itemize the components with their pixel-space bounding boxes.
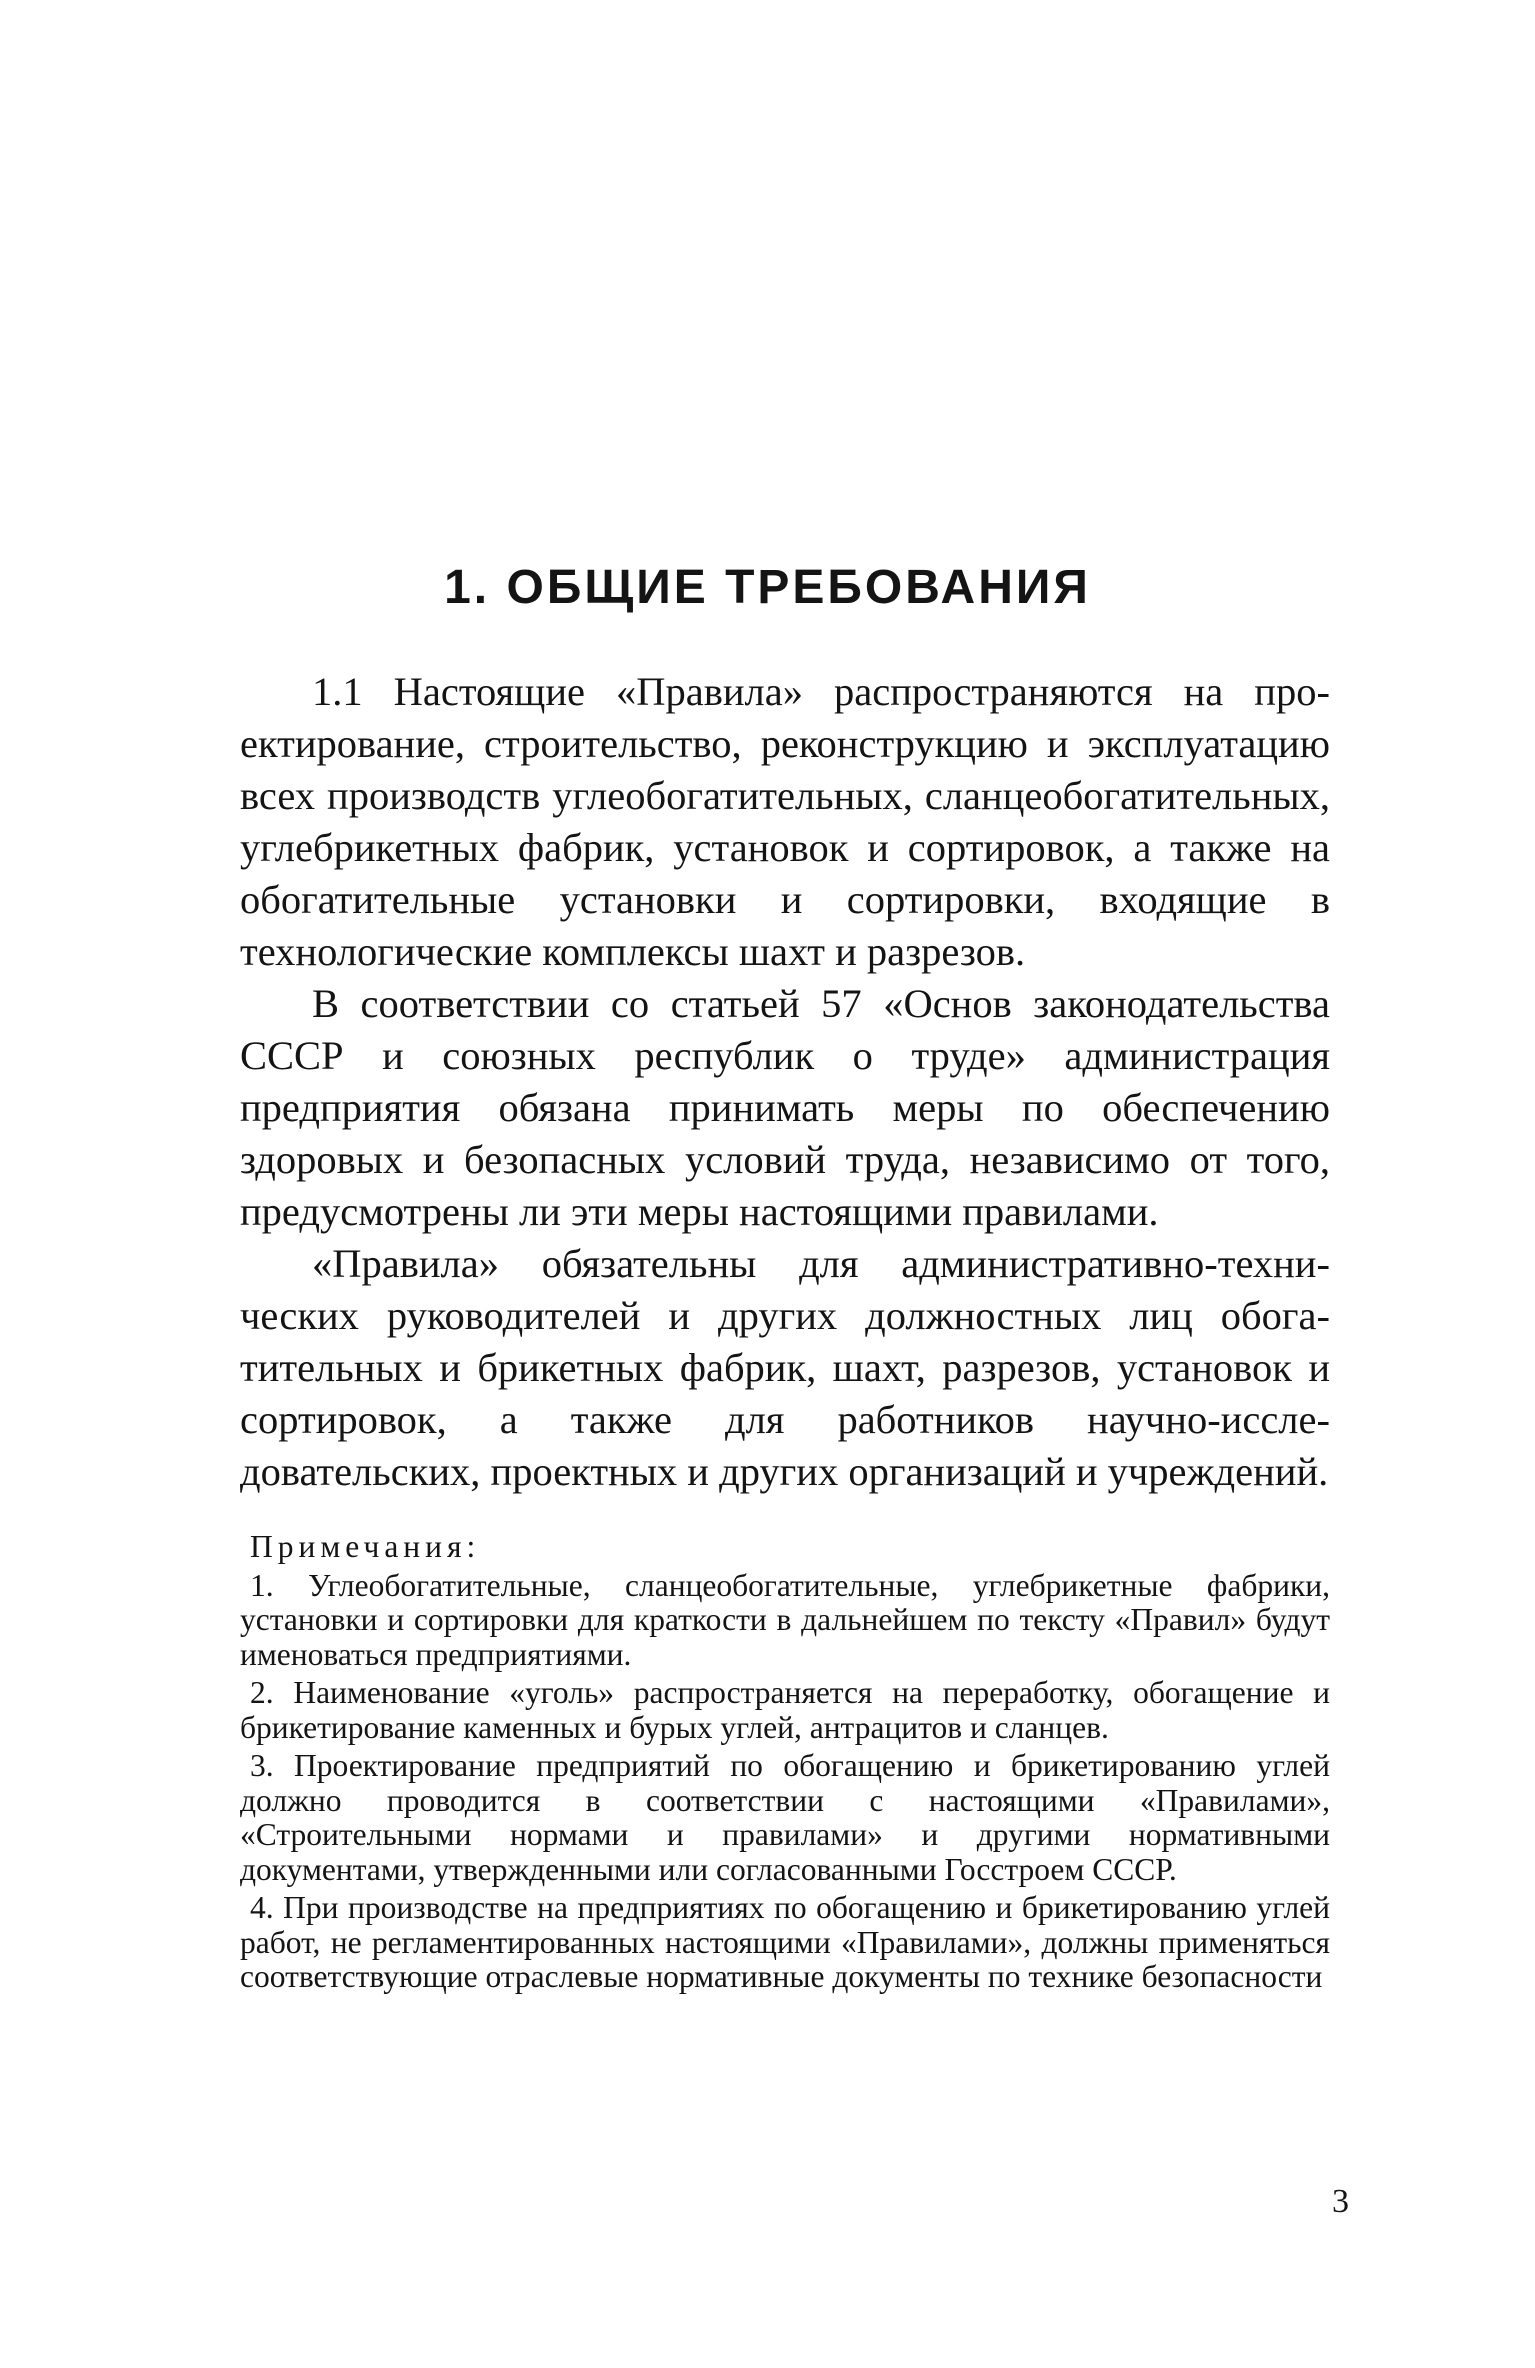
notes-title: Примечания: <box>250 1529 481 1564</box>
page-number: 3 <box>1332 2183 1349 2220</box>
paragraph-1-1: 1.1 Настоящие «Правила» распространяются на проектирование, строительство, реконструкцию и эксплуатацию всех производств углеобогатительных, сланцеобогатительных, углебрикетных фабрик, установок и сортировок, а также на обогатительные установки и сортировки, входящие в технологические комплексы шахт и разрезов. <box>240 669 1330 974</box>
note-item: 2. Наименование «уголь» распространяется на переработку, обогащение и брикетирование каменных и бурых углей, антрацитов и сланцев. <box>240 1675 1330 1745</box>
note-item: 1. Углеобогатительные, сланцеобогатительные, углебрикетные фабрики, установки и сортировки для краткости в дальнейшем по тексту «Правил» будут именоваться предприятиями. <box>240 1567 1330 1672</box>
paragraph-labor-law: В соответствии со статьей 57 «Основ законодательства СССР и союзных республик о труде» администрация предприятия обязана принимать меры по обеспечению здоровых и безопасных условий труда, независимо от того, предусмотрены ли эти меры настоящими правилами. <box>240 981 1330 1234</box>
note-item: 4. При производстве на предприятиях по обогащению и брикетированию углей работ, не регламентированных настоящими «Правилами», должны применяться соответствующие отраслевые нормативные документы по технике безопасности <box>240 1890 1330 1994</box>
section-heading: 1. ОБЩИЕ ТРЕБОВАНИЯ <box>444 561 1091 614</box>
paragraph-applicability: «Правила» обязательны для административно-технических руководителей и других должностных лиц обогатительных и брикетных фабрик, шахт, разрезов, установок и сортировок, а также для работников научно-исследовательских, проектных и других организаций и учреждений. <box>240 1241 1330 1494</box>
notes-block <box>240 1530 1330 1995</box>
note-item: 3. Проектирование предприятий по обогащению и брикетированию углей должно проводится в соответствии с настоящими «Правилами», «Строительными нормами и правилами» и другими нормативными документами, утвержденными или согласованными Госстроем СССР. <box>240 1748 1330 1887</box>
body-text <box>240 666 1330 1498</box>
